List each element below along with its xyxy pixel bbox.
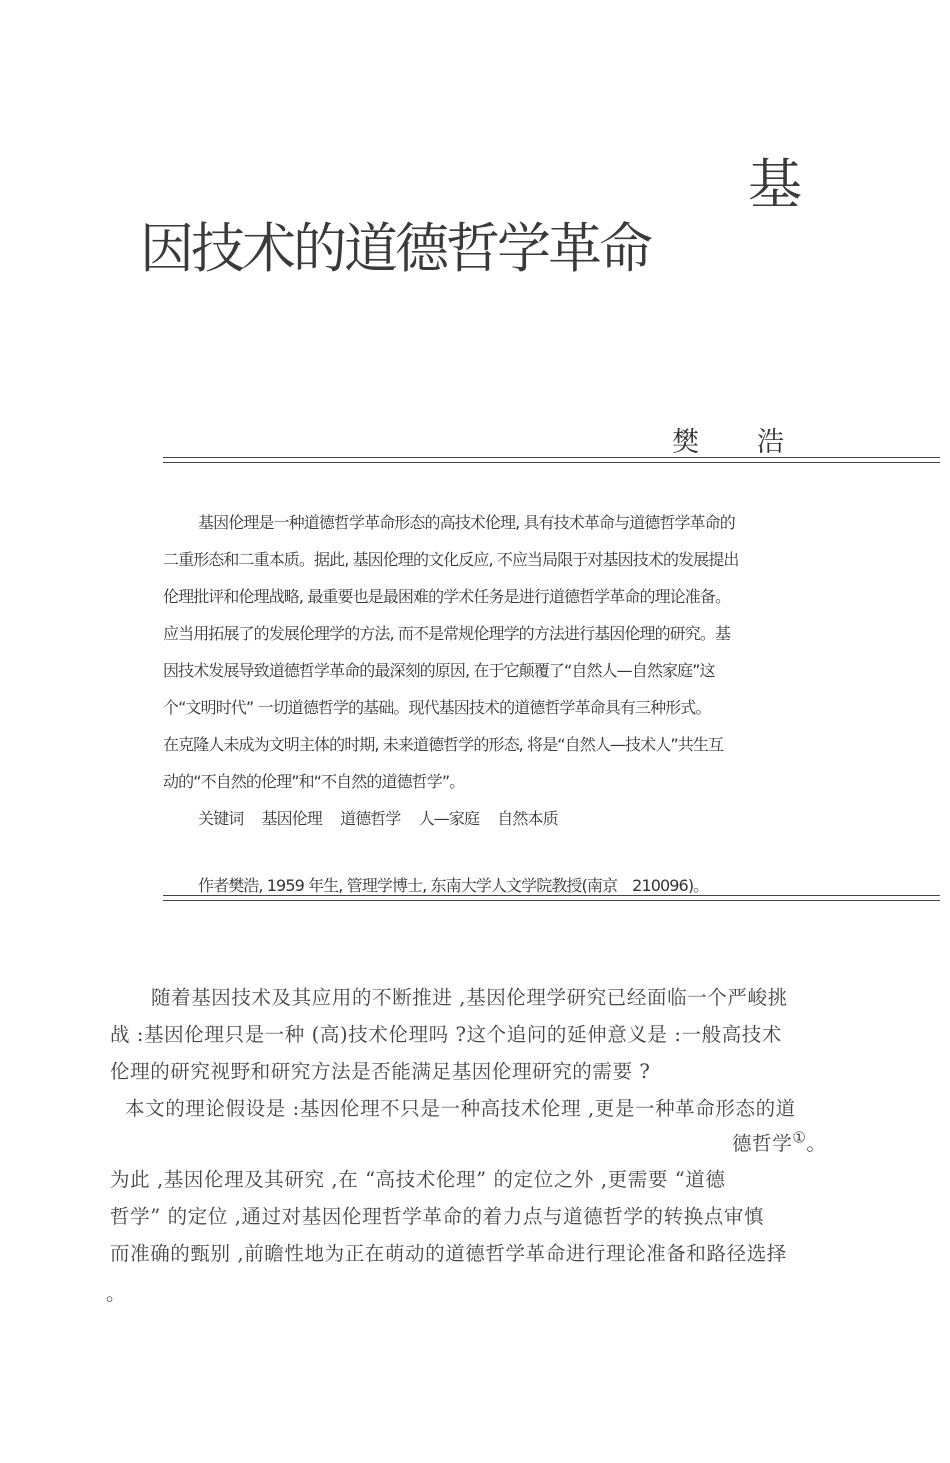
- period: 。: [806, 1132, 827, 1155]
- body-line: 。: [106, 1282, 127, 1305]
- author-given: 浩: [757, 427, 784, 458]
- abstract-line: 个“文明时代” 一切道德哲学的基础。现代基因技术的道德哲学革命具有三种形式。: [163, 698, 711, 717]
- abstract-line: 二重形态和二重本质。据此, 基因伦理的文化反应, 不应当局限于对基因技术的发展提出: [163, 550, 739, 569]
- title-first-char: 基: [748, 153, 799, 216]
- abstract-line: 在克隆人未成为文明主体的时期, 未来道德哲学的形态, 将是“自然人—技术人”共生互: [163, 735, 724, 754]
- footnote-mark[interactable]: ①: [792, 1128, 807, 1147]
- keywords: [198, 806, 558, 829]
- author-note: 作者樊浩, 1959 年生, 管理学博士, 东南大学人文学院教授(南京 210096)。: [198, 876, 709, 895]
- abstract-line: 基因伦理是一种道德哲学革命形态的高技术伦理, 具有技术革命与道德哲学革命的: [198, 513, 735, 532]
- abstract-line: 动的“不自然的伦理”和“不自然的道德哲学”。: [163, 772, 465, 791]
- divider-top: [163, 457, 940, 463]
- body-line: 哲学” 的定位 ,通过对基因伦理哲学革命的着力点与道德哲学的转换点审慎: [110, 1205, 765, 1228]
- body-line: 战 :基因伦理只是一种 (高)技术伦理吗 ?这个追问的延伸意义是 :一般高技术: [110, 1023, 783, 1046]
- keyword: 道德哲学: [340, 809, 401, 828]
- keyword: 基因伦理: [261, 809, 322, 828]
- abstract-line: 应当用拓展了的发展伦理学的方法, 而不是常规伦理学的方法进行基因伦理的研究。基: [163, 624, 731, 643]
- abstract-line: 伦理批评和伦理战略, 最重要也是最困难的学术任务是进行道德哲学革命的理论准备。: [163, 587, 731, 606]
- keyword: 自然本质: [497, 809, 558, 828]
- body-line: 为此 ,基因伦理及其研究 ,在 “高技术伦理” 的定位之外 ,更需要 “道德: [110, 1168, 726, 1191]
- abstract-line: 因技术发展导致道德哲学革命的最深刻的原因, 在于它颠覆了“自然人—自然家庭”这: [163, 661, 715, 680]
- title-rest: 因技术的道德哲学革命: [140, 217, 650, 280]
- keywords-label: 关键词: [198, 809, 244, 828]
- divider-bottom: [163, 895, 940, 901]
- body-line: 伦理的研究视野和研究方法是否能满足基因伦理研究的需要 ?: [110, 1060, 651, 1083]
- body-line: 本文的理论假设是 :基因伦理不只是一种高技术伦理 ,更是一种革命形态的道: [125, 1097, 796, 1120]
- keyword: 人—家庭: [418, 809, 480, 828]
- body-line: [732, 1128, 826, 1156]
- body-line: 而准确的甄别 ,前瞻性地为正在萌动的道德哲学革命进行理论准备和路径选择: [110, 1242, 787, 1265]
- body-line: 随着基因技术及其应用的不断推进 ,基因伦理学研究已经面临一个严峻挑: [151, 986, 788, 1009]
- author-surname: 樊: [672, 427, 699, 458]
- body-text-span: 德哲学: [732, 1132, 793, 1155]
